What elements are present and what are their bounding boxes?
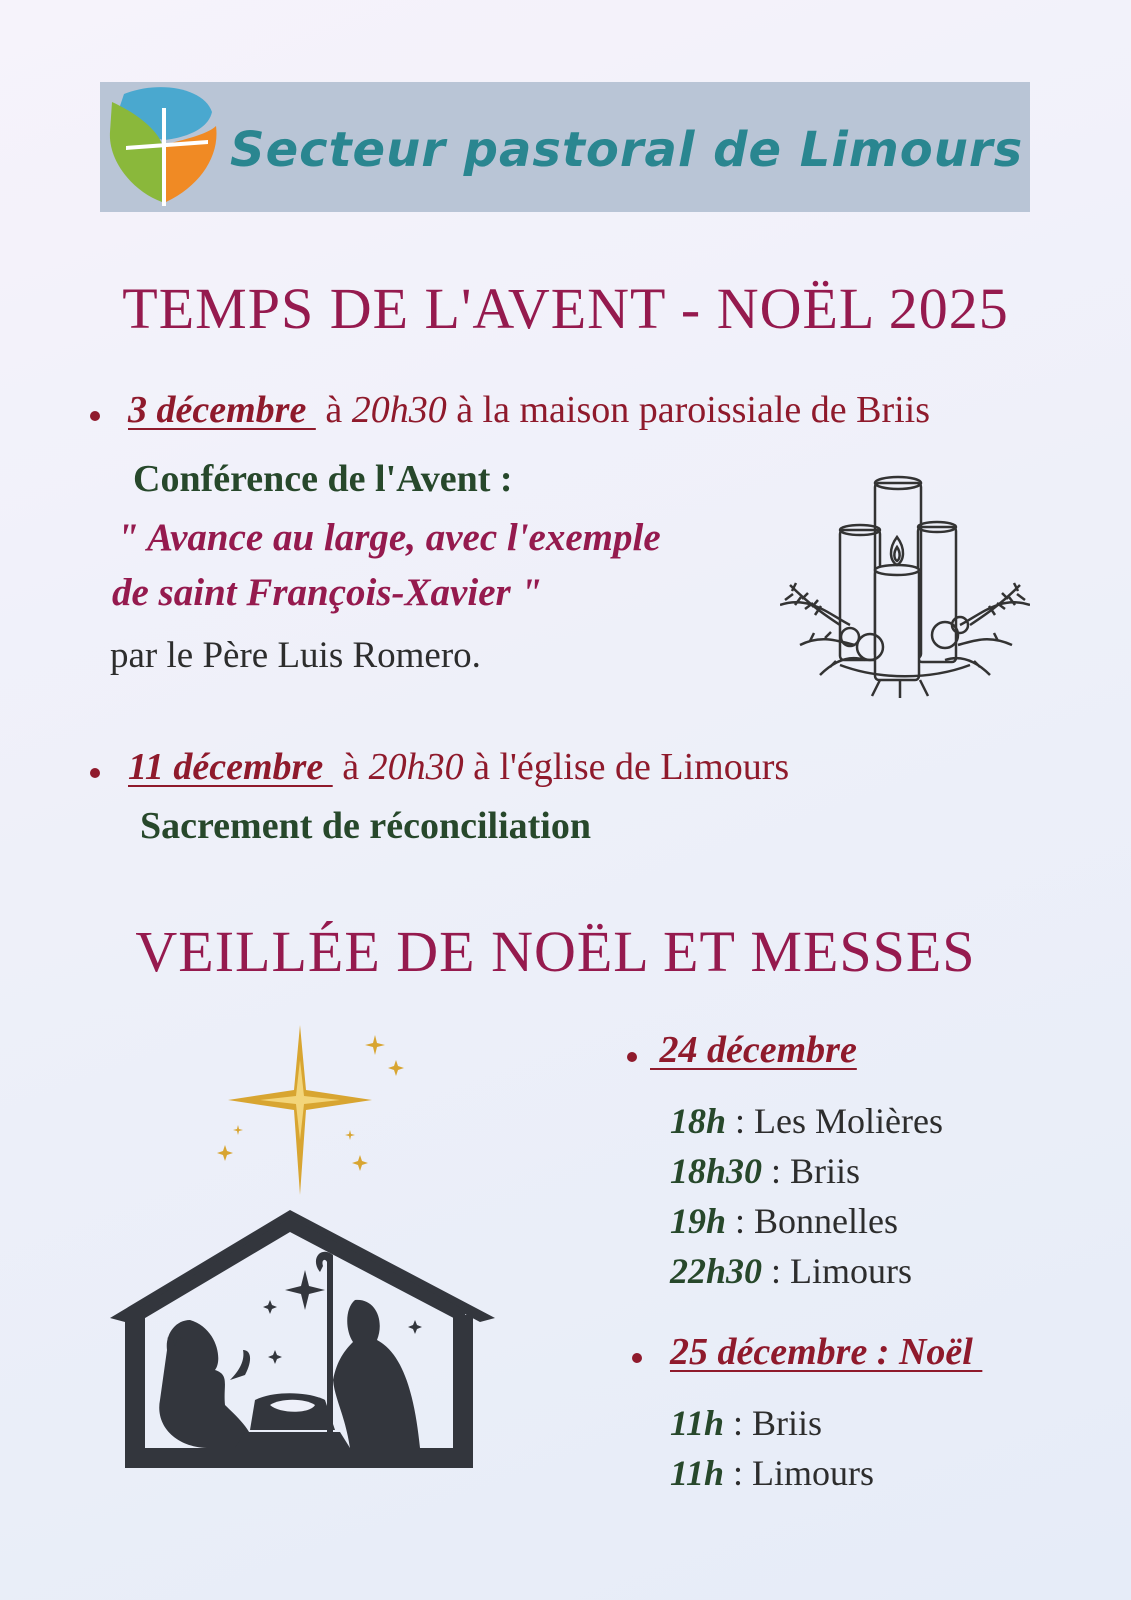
event1-heading: Conférence de l'Avent : xyxy=(133,458,513,500)
event1-place: à la maison paroissiale de Briis xyxy=(456,389,931,431)
mass-place: : Limours xyxy=(724,1453,875,1493)
mass-time: 18h xyxy=(670,1101,727,1141)
day2-masses xyxy=(670,1402,874,1502)
event1-quote-line2: de saint François-Xavier " xyxy=(112,571,543,614)
day1-line xyxy=(650,1028,857,1072)
bullet xyxy=(90,768,100,778)
mass-place: : Bonnelles xyxy=(726,1201,899,1241)
section-title-christmas: VEILLÉE DE NOËL ET MESSES xyxy=(135,919,976,984)
mass-row xyxy=(670,1452,874,1502)
event2-time: 20h30 xyxy=(368,746,464,788)
event1-at: à xyxy=(325,389,343,431)
day1-masses xyxy=(670,1100,943,1300)
mass-time: 19h xyxy=(670,1201,727,1241)
mass-row xyxy=(670,1100,943,1150)
event2-line xyxy=(128,745,789,789)
mass-row xyxy=(670,1402,874,1452)
event2-at: à xyxy=(342,746,360,788)
day2-line xyxy=(670,1330,982,1374)
day2-date: 25 décembre : Noël xyxy=(670,1331,983,1373)
day1-date: 24 décembre xyxy=(650,1029,857,1071)
star-icon xyxy=(200,1020,420,1200)
mass-place: : Briis xyxy=(762,1151,861,1191)
event1-quote-line1: " Avance au large, avec l'exemple xyxy=(117,516,661,559)
header-title: Secteur pastoral de Limours xyxy=(230,122,1024,178)
event1-time: 20h30 xyxy=(351,389,447,431)
bullet xyxy=(632,1353,642,1363)
mass-time: 18h30 xyxy=(670,1151,763,1191)
mass-row xyxy=(670,1150,943,1200)
section-title-advent: TEMPS DE L'AVENT - NOËL 2025 xyxy=(122,276,1009,341)
event1-line xyxy=(128,388,930,432)
mass-place: : Briis xyxy=(724,1403,823,1443)
event2-heading: Sacrement de réconciliation xyxy=(140,805,591,847)
event1-date: 3 décembre xyxy=(128,389,316,431)
event2-place: à l'église de Limours xyxy=(473,746,790,788)
event1-speaker: par le Père Luis Romero. xyxy=(110,635,481,676)
nativity-icon xyxy=(105,1200,500,1470)
advent-wreath-icon xyxy=(780,475,1030,705)
event2-date: 11 décembre xyxy=(128,746,333,788)
mass-place: : Limours xyxy=(762,1251,913,1291)
bullet xyxy=(90,411,100,421)
bullet xyxy=(627,1052,637,1062)
mass-time: 11h xyxy=(670,1403,725,1443)
mass-row xyxy=(670,1250,943,1300)
mass-row xyxy=(670,1200,943,1250)
mass-time: 22h30 xyxy=(670,1251,763,1291)
mass-time: 11h xyxy=(670,1453,725,1493)
cross-logo-icon xyxy=(104,82,224,212)
mass-place: : Les Molières xyxy=(726,1101,943,1141)
